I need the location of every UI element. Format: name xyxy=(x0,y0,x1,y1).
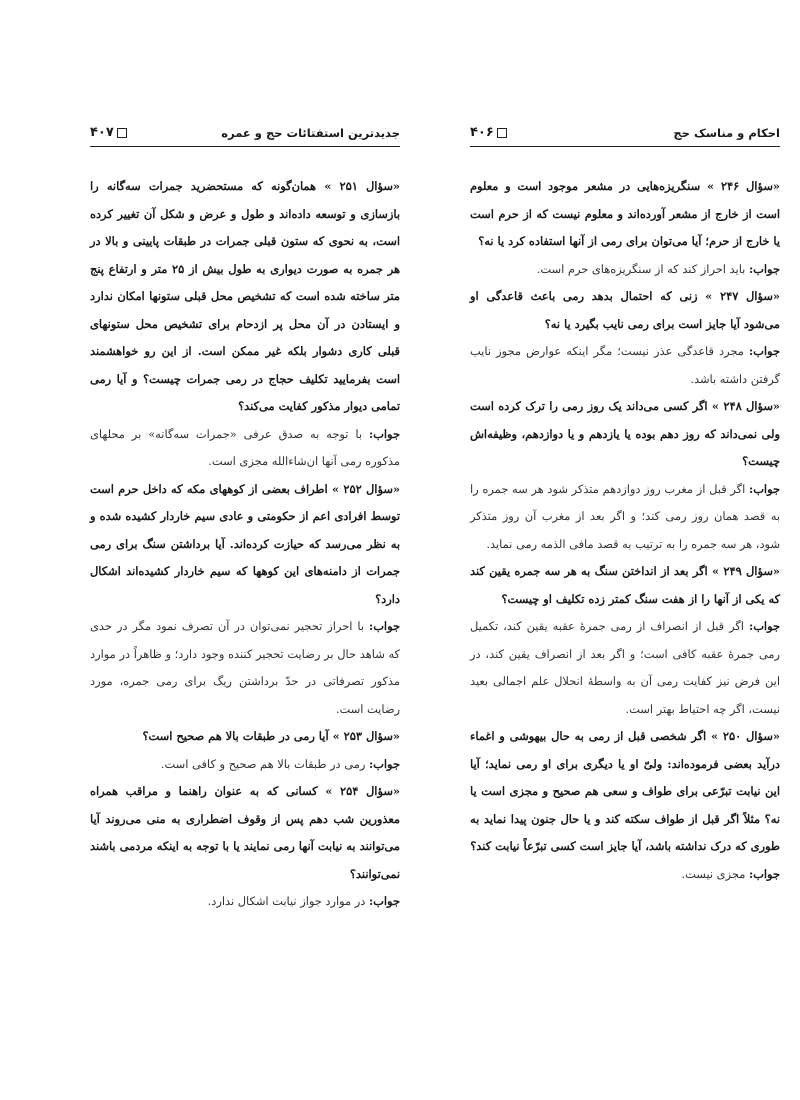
answer-label: جواب: xyxy=(748,619,781,633)
answer-text: اگر قبل از مغرب روز دوازدهم متذکر شود هر سه جمره را به قصد همان روز رمی کند؛ و اگر بعد از مغرب آن روز متذکر شود، هر سه جمره را به ترتیب به قصد مافی الذمه رمی نماید. xyxy=(470,481,780,551)
question-number: ۲۵۰ xyxy=(722,729,742,743)
question-prefix: «سؤال xyxy=(366,179,401,193)
answer-text: با احراز تحجیر نمی‌توان در آن تصرف نمود مگر در حدی که شاهد حال بر رضایت تحجیر کننده وجود دارد؛ و ظاهراً در موارد مذکور تصرفاتی در حدّ برداشتن ریگ برای رمی جمره، مورد رضایت است. xyxy=(90,619,400,716)
question xyxy=(470,723,780,861)
question xyxy=(470,393,780,476)
question-prefix: «سؤال xyxy=(746,729,781,743)
answer-text: اگر قبل از انصراف از رمی جمرهٔ عقبه یقین کند، تکمیل رمی جمرهٔ عقبه کافی است؛ و اگر بعد از انصراف یقین کند، در این فرض نیز کفایت رمی آن به واسطهٔ انحلال علم اجمالی بعید نیست، اگر چه احتیاط بهتر است. xyxy=(470,619,780,716)
question-suffix: » xyxy=(705,289,713,303)
answer xyxy=(470,256,780,284)
answer-label: جواب: xyxy=(368,426,400,441)
answer-label: جواب: xyxy=(368,619,401,633)
answer xyxy=(470,613,780,723)
qa-item xyxy=(470,393,780,558)
question-number: ۲۴۹ xyxy=(723,564,742,578)
question-suffix: » xyxy=(706,179,715,193)
answer xyxy=(90,613,400,723)
question-number: ۲۵۳ xyxy=(343,729,363,743)
question xyxy=(90,723,400,751)
qa-item xyxy=(90,778,400,916)
running-title: جدیدترین استفتائات حج و عمره xyxy=(221,126,400,140)
qa-item xyxy=(90,723,400,778)
question-text: سنگریزه‌هایی در مشعر موجود است و معلوم است از خارج از مشعر آورده‌اند و معلوم نیست که از حرم است یا خارج از حرم؛ آیا می‌توان برای رمی از آنها استفاده کرد یا نه؟ xyxy=(470,179,780,248)
question-suffix: » xyxy=(710,729,719,743)
page-number-value: ۴۰۷ xyxy=(90,125,114,140)
qa-item xyxy=(470,723,780,888)
answer xyxy=(90,888,400,916)
question-prefix: «سؤال xyxy=(746,564,781,578)
answer xyxy=(470,861,780,889)
question-prefix: «سؤال xyxy=(746,399,781,413)
page-number xyxy=(90,125,130,140)
answer xyxy=(470,338,780,393)
answer-label: جواب: xyxy=(748,344,780,358)
answer-text: مجزی نیست. xyxy=(681,866,746,881)
question xyxy=(470,558,780,613)
question-prefix: «سؤال xyxy=(366,481,401,496)
question-text: اگر بعد از انداختن سنگ به هر سه جمره یقین کند که یکی از آنها را از هفت سنگ کمتر زده تکلیف او چیست؟ xyxy=(470,564,780,606)
question-prefix: «سؤال xyxy=(746,179,781,193)
question-number: ۲۵۱ xyxy=(339,179,358,193)
running-title: احکام و مناسک حج xyxy=(673,126,780,140)
question-prefix: «سؤال xyxy=(366,729,400,743)
answer-text: باید احراز کند که از سنگریزه‌های حرم است. xyxy=(536,261,746,276)
question-prefix: «سؤال xyxy=(746,289,780,303)
question-number: ۲۵۴ xyxy=(340,784,359,798)
page-number-value: ۴۰۶ xyxy=(470,125,494,140)
answer-label: جواب: xyxy=(368,756,400,771)
qa-item xyxy=(470,558,780,723)
page-number xyxy=(470,125,510,140)
question-suffix: » xyxy=(331,481,340,496)
answer-text: با توجه به صدق عرفی «جمرات سه‌گانه» بر محلهای مذکوره رمی آنها ان‌شاءالله مجزی است. xyxy=(90,426,400,468)
answer-text: در موارد جواز نیابت اشکال ندارد. xyxy=(207,894,366,908)
question xyxy=(90,778,400,888)
question-text: آیا رمی در طبقات بالا هم صحیح است؟ xyxy=(142,729,329,743)
answer-label: جواب: xyxy=(368,894,400,908)
page-body xyxy=(90,173,400,916)
question-suffix: » xyxy=(325,784,333,798)
question-number: ۲۴۸ xyxy=(723,399,742,413)
question-number: ۲۴۶ xyxy=(720,179,740,193)
page-header xyxy=(470,124,780,147)
question-text: کسانی که به عنوان راهنما و مراقب همراه معذورین شب دهم پس از وقوف اضطراری به منی می‌روند آیا می‌توانند به نیابت آنها رمی نمایند یا با توجه به اینکه مردمی باشند نمی‌توانند؟ xyxy=(90,784,400,881)
question xyxy=(470,173,780,256)
qa-item xyxy=(90,476,400,724)
question-suffix: » xyxy=(711,564,720,578)
right-page xyxy=(470,124,780,888)
page-body xyxy=(470,173,780,888)
page-header xyxy=(90,124,400,147)
square-icon xyxy=(117,128,127,138)
answer xyxy=(90,421,400,476)
question-text: زنی که احتمال بدهد رمی باعث قاعدگی او می‌شود آیا جایز است برای رمی نایب بگیرد یا نه؟ xyxy=(470,289,780,331)
question-suffix: » xyxy=(711,399,720,413)
qa-item xyxy=(470,283,780,393)
answer-label: جواب: xyxy=(748,481,781,496)
question-suffix: » xyxy=(332,729,340,743)
left-page xyxy=(90,124,400,916)
question-suffix: » xyxy=(324,179,332,193)
question xyxy=(90,173,400,421)
question-prefix: «سؤال xyxy=(366,784,401,798)
question-number: ۲۴۷ xyxy=(719,289,739,303)
question-text: همان‌گونه که مستحضرید جمرات سه‌گانه را بازسازی و توسعه داده‌اند و طول و عرض و شکل آن تغییر کرده است، به نحوی که ستون قبلی جمرات در طبقات پایینی و بالا در هر جمره به صورت دیواری به طول بیش از ۲۵ متر و ارتفاع پنج متر ساخته شده است که تشخیص محل قبلی ستونها امکان ندارد و ایستادن در آن محل پر ازدحام برای تشخیص محل ستونهای قبلی کاری دشوار بلکه غیر ممکن است. از این رو خواهشمند است بفرمایید تکلیف حجاج در رمی جمرات چیست؟ و آیا رمی تمامی دیوار مذکور کفایت می‌کند؟ xyxy=(90,179,400,413)
question-text: اگر شخصی قبل از رمی به حال بیهوشی و اغماء درآید بعضی فرموده‌اند: ولیّ او یا دیگری برای او رمی نماید؛ آیا این نیابت تبرّعی برای طواف و سعی هم صحیح و مجزی است یا نه؟ مثلاً اگر قبل از طواف سکته کند و یا حال جنون پیدا نماید به طوری که درک نداشته باشد، آیا جایز است کسی تبرّعاً نیابت کند؟ xyxy=(470,729,780,853)
question-text: اطراف بعضی از کوههای مکه که داخل حرم است توسط افرادی اعم از حکومتی و عادی سیم خاردار کشیده شده و به نظر می‌رسد که حیازت کرده‌اند. آیا برداشتن سنگ برای رمی جمرات از دامنه‌های این کوهها که سیم خاردار کشیده‌اند اشکال دارد؟ xyxy=(90,481,400,606)
answer xyxy=(90,751,400,779)
question xyxy=(470,283,780,338)
answer-label: جواب: xyxy=(748,866,780,881)
qa-item xyxy=(90,173,400,476)
square-icon xyxy=(497,128,507,138)
question-text: اگر کسی می‌داند یک روز رمی را ترک کرده است ولی نمی‌داند که روز دهم بوده یا یازدهم و یا دوازدهم، وظیفه‌اش چیست؟ xyxy=(470,399,780,468)
question xyxy=(90,476,400,614)
question-number: ۲۵۲ xyxy=(343,481,362,496)
qa-item xyxy=(470,173,780,283)
answer-text: مجرد قاعدگی عذر نیست؛ مگر اینکه عوارض مجوز نایب گرفتن داشته باشد. xyxy=(470,344,780,386)
answer xyxy=(470,476,780,559)
answer-text: رمی در طبقات بالا هم صحیح و کافی است. xyxy=(160,756,366,771)
answer-label: جواب: xyxy=(748,261,780,276)
